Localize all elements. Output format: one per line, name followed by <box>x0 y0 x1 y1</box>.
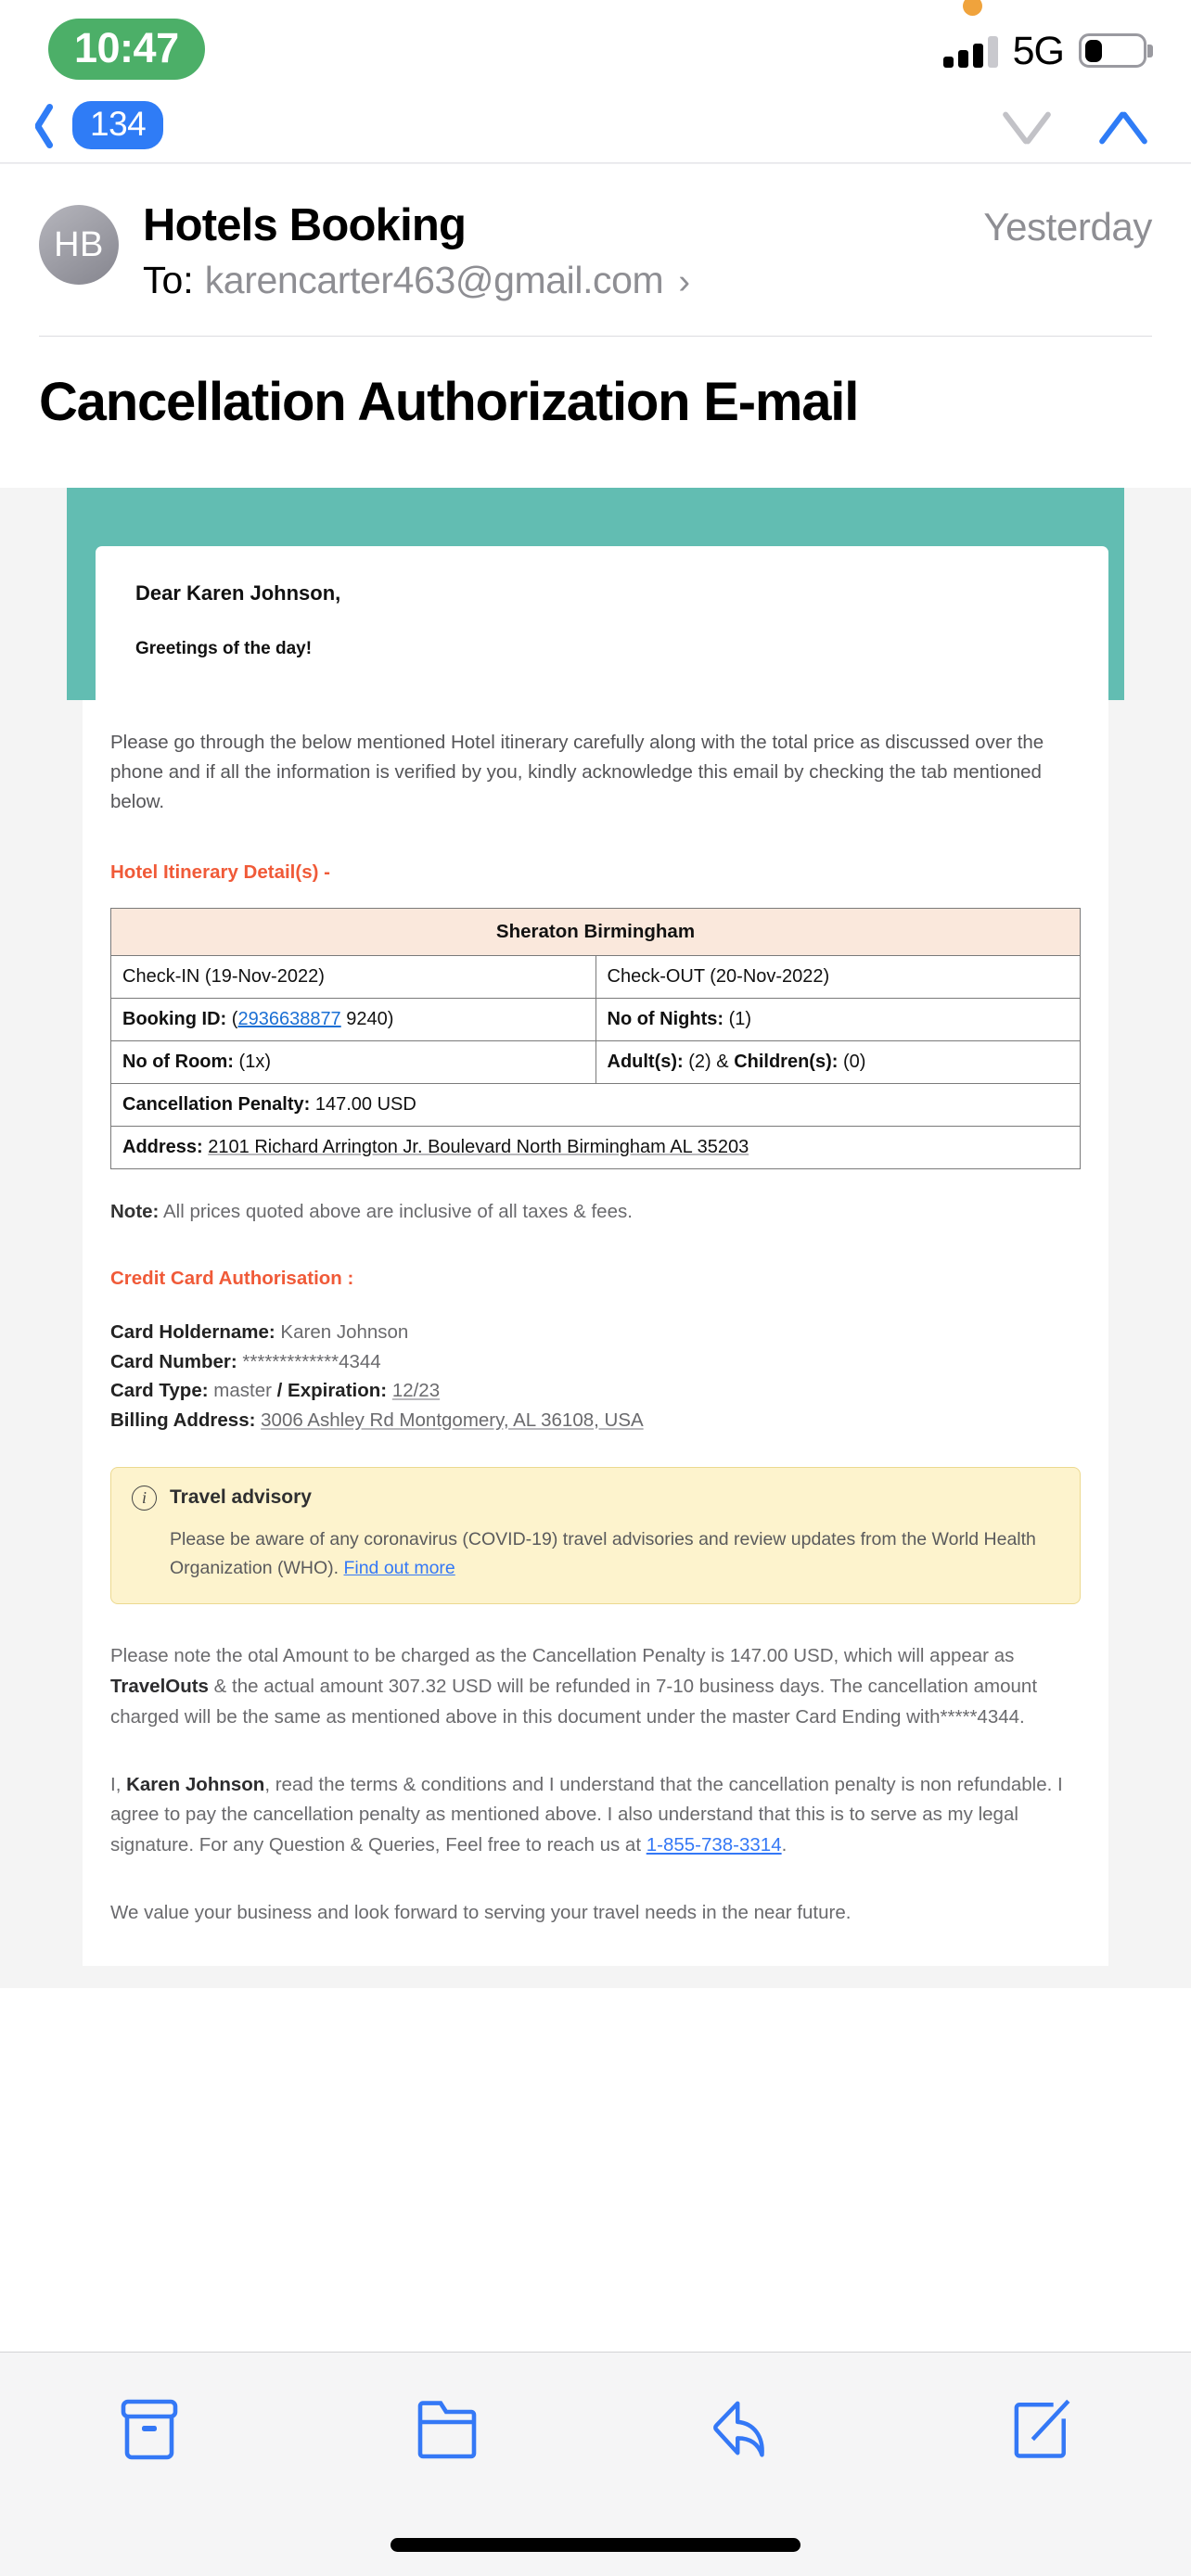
booking-id-label: Booking ID: <box>122 1008 227 1029</box>
table-row <box>111 1126 1081 1168</box>
rooms-cell <box>111 1040 596 1083</box>
itinerary-heading: Hotel Itinerary Detail(s) - <box>110 861 330 883</box>
nights-value: (1) <box>728 1008 752 1029</box>
status-bar-indicators <box>943 28 1146 73</box>
booking-id-cell <box>111 998 596 1040</box>
back-navigation[interactable] <box>22 100 163 150</box>
info-circle-icon: i <box>132 1486 157 1511</box>
card-holder-value: Karen Johnson <box>280 1320 409 1343</box>
card-type-value: master <box>213 1380 272 1402</box>
support-phone-link[interactable]: 1-855-738-3314 <box>646 1834 782 1856</box>
archive-box-icon <box>120 2398 179 2461</box>
card-holder-label: Card Holdername: <box>110 1320 275 1343</box>
children-value: (0) <box>842 1051 866 1072</box>
compose-pencil-icon <box>1012 2398 1073 2461</box>
nights-cell <box>596 998 1081 1040</box>
advisory-text: Please be aware of any coronavirus (COVID-19) travel advisories and review updates from the World Health Organization (WHO). <box>170 1528 1036 1579</box>
card-separator: / <box>276 1380 283 1402</box>
signature-name: Karen Johnson <box>126 1773 265 1795</box>
table-row <box>111 1083 1081 1126</box>
card-type-line <box>110 1376 1081 1406</box>
reply-arrow-icon <box>712 2398 777 2461</box>
signature-part2: , read the terms & conditions and I understand that the cancellation penalty is non refundable. I agree to pay the cancellation penalty as mentioned above. I also understand that this is to serve as my legal signature. For any Question & Queries, Feel free to reach us at <box>110 1773 1063 1856</box>
table-row <box>111 955 1081 998</box>
rooms-label: No of Room: <box>122 1051 234 1072</box>
message-date: Yesterday <box>983 205 1152 249</box>
table-row <box>111 908 1081 955</box>
email-greeting-sub: Greetings of the day! <box>135 639 313 659</box>
rooms-value: (1x) <box>238 1051 271 1072</box>
price-note <box>110 1201 1081 1223</box>
guests-cell <box>596 1040 1081 1083</box>
card-number-value: *************4344 <box>242 1350 381 1372</box>
hotel-name-cell: Sheraton Birmingham <box>111 908 1081 955</box>
recipient-address: karencarter463@gmail.com <box>204 259 664 301</box>
adults-value: (2) <box>688 1051 711 1072</box>
children-label: Children(s): <box>734 1051 839 1072</box>
card-type-label: Card Type: <box>110 1380 209 1402</box>
status-bar <box>0 0 1191 88</box>
credit-card-details <box>110 1318 1081 1435</box>
credit-card-heading: Credit Card Authorisation : <box>110 1267 354 1289</box>
archive-button[interactable] <box>80 2378 219 2480</box>
note-text: All prices quoted above are inclusive of all taxes & fees. <box>162 1200 633 1222</box>
card-number-line <box>110 1347 1081 1377</box>
navigation-bar <box>0 88 1191 162</box>
advisory-title: Travel advisory <box>170 1486 312 1509</box>
message-paging-controls <box>998 106 1152 145</box>
expiration-label: Expiration: <box>288 1380 388 1402</box>
email-html-body <box>0 488 1191 1987</box>
message-header[interactable] <box>0 164 1191 302</box>
billing-label: Billing Address: <box>110 1409 256 1432</box>
charge-part2: & the actual amount 307.32 USD will be refunded in 7-10 business days. The cancellation amount charged will be the same as mentioned above in this document under the master Card Ending with*****4344. <box>110 1676 1038 1728</box>
battery-icon <box>1079 33 1146 68</box>
status-bar-time: 10:47 <box>48 19 205 80</box>
chevron-left-icon[interactable] <box>22 100 63 150</box>
charge-paragraph <box>110 1641 1081 1732</box>
booking-id-link[interactable]: 2936638877 <box>237 1008 341 1029</box>
signature-paragraph <box>110 1770 1081 1861</box>
expiration-value: 12/23 <box>391 1380 441 1402</box>
advisory-text-wrap <box>132 1525 1059 1583</box>
privacy-indicator-dot <box>963 0 982 16</box>
note-label: Note: <box>110 1200 160 1222</box>
penalty-value: 147.00 USD <box>314 1093 416 1115</box>
recipient-label: To: <box>143 259 194 301</box>
booking-id-rest: 9240) <box>340 1008 394 1029</box>
signature-part1: I, <box>110 1773 127 1795</box>
cellular-signal-icon <box>943 36 998 68</box>
email-content-sheet <box>83 700 1108 1965</box>
unread-count-badge[interactable]: 134 <box>72 101 163 149</box>
reply-button[interactable] <box>675 2378 814 2480</box>
ampersand: & <box>716 1051 729 1072</box>
penalty-cell <box>111 1083 1081 1126</box>
itinerary-table <box>110 908 1081 1169</box>
table-row <box>111 998 1081 1040</box>
billing-address-line <box>110 1406 1081 1435</box>
billing-value: 3006 Ashley Rd Montgomery, AL 36108, USA <box>261 1409 644 1432</box>
avatar: HB <box>39 205 119 285</box>
card-number-label: Card Number: <box>110 1350 237 1372</box>
travel-advisory-box <box>110 1467 1081 1604</box>
table-row <box>111 1040 1081 1083</box>
move-to-folder-button[interactable] <box>378 2378 517 2480</box>
adults-label: Adult(s): <box>607 1051 684 1072</box>
chevron-down-icon[interactable] <box>1095 106 1152 145</box>
message-subject: Cancellation Authorization E-mail <box>39 372 859 432</box>
advisory-link[interactable]: Find out more <box>343 1558 455 1579</box>
check-out-cell: Check-OUT (20-Nov-2022) <box>596 955 1081 998</box>
network-type-label: 5G <box>1012 28 1064 73</box>
address-value: 2101 Richard Arrington Jr. Boulevard North Birmingham AL 35203 <box>208 1136 749 1157</box>
sender-name: Hotels Booking <box>143 200 467 250</box>
nights-label: No of Nights: <box>607 1008 724 1029</box>
address-label: Address: <box>122 1136 203 1157</box>
folder-icon <box>417 2398 477 2461</box>
message-scroll-area[interactable] <box>0 164 1191 2352</box>
details-chevron-icon[interactable]: › <box>678 262 690 301</box>
brand-name: TravelOuts <box>110 1676 209 1697</box>
email-teal-banner <box>67 488 1124 700</box>
check-in-cell: Check-IN (19-Nov-2022) <box>111 955 596 998</box>
card-holder-line <box>110 1318 1081 1347</box>
home-indicator <box>391 2538 800 2552</box>
charge-part1: Please note the otal Amount to be charged as the Cancellation Penalty is 147.00 USD, which will appear as <box>110 1645 1015 1667</box>
signature-part3: . <box>781 1834 788 1856</box>
penalty-label: Cancellation Penalty: <box>122 1093 311 1115</box>
chevron-up-icon[interactable] <box>998 106 1056 145</box>
email-intro-paragraph: Please go through the below mentioned Hotel itinerary carefully along with the total price as discussed over the phone and if all the information is verified by you, kindly acknowledge this email by checking the tab mentioned below. <box>110 732 1044 812</box>
address-cell <box>111 1126 1081 1168</box>
email-greeting-card <box>96 546 1108 700</box>
closing-paragraph: We value your business and look forward to serving your travel needs in the near future. <box>110 1901 852 1923</box>
paren-open: ( <box>231 1008 238 1029</box>
compose-button[interactable] <box>973 2378 1112 2480</box>
email-greeting: Dear Karen Johnson, <box>135 581 341 606</box>
